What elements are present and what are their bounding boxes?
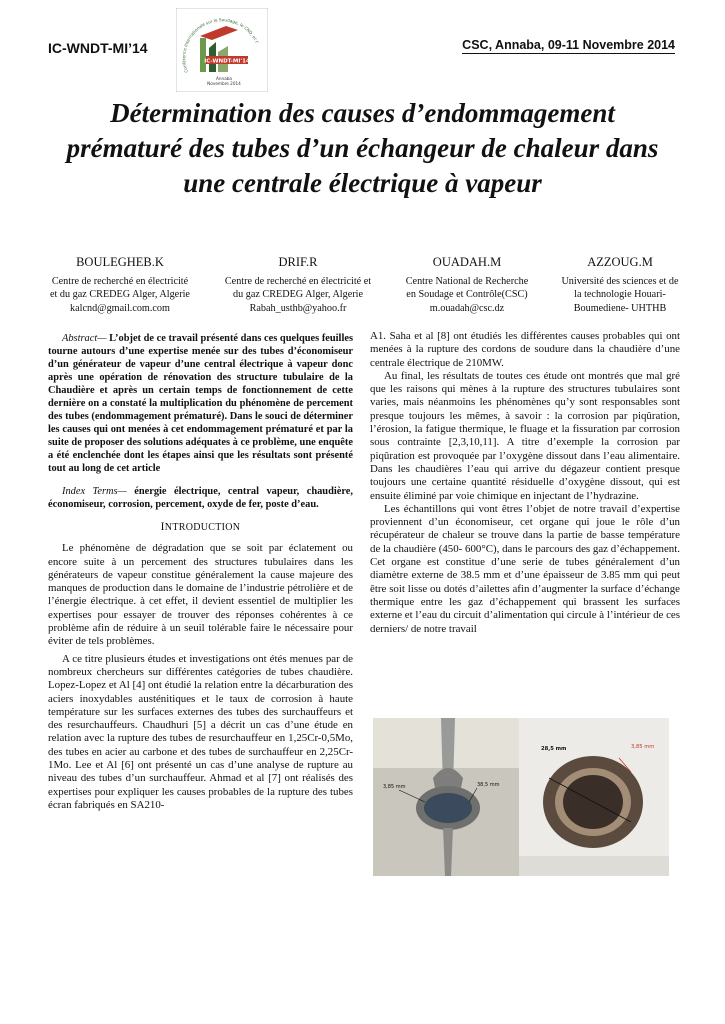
author-name: OUADAH.M bbox=[432, 255, 502, 269]
title-line-3: une centrale électrique à vapeur bbox=[183, 168, 542, 198]
author-affiliation: en Soudage et Contrôle(CSC) bbox=[406, 289, 528, 300]
paper-title bbox=[40, 96, 685, 201]
dimension-label: 3,85 mm bbox=[383, 784, 406, 790]
tube-sample-photo-1 bbox=[373, 718, 523, 876]
dimension-label: 28,5 mm bbox=[541, 746, 567, 752]
dimension-label: 38,5 mm bbox=[477, 782, 500, 788]
author-name: BOULEGHEB.K bbox=[76, 255, 164, 269]
author-block bbox=[40, 256, 200, 315]
abstract bbox=[48, 332, 353, 475]
author-block bbox=[210, 256, 386, 315]
left-column bbox=[48, 332, 353, 812]
author-name: AZZOUG.M bbox=[587, 255, 653, 269]
logo-text: IC-WNDT-MI'14 bbox=[204, 58, 250, 65]
index-terms-label: Index Terms— bbox=[62, 486, 127, 497]
author-name: DRIF.R bbox=[278, 255, 318, 269]
author-affiliation: Centre National de Recherche bbox=[405, 275, 529, 287]
paragraph: A1. Saha et al [8] ont étudiés les différentes causes probables qui ont menées à la rupture des cordons de soudure dans la chaudière d’une centrale électrique de 210MW. bbox=[370, 330, 680, 369]
logo-place: Annaba bbox=[216, 76, 232, 81]
author-block bbox=[550, 256, 690, 315]
index-terms bbox=[48, 485, 353, 511]
author-affiliation: la technologie Houari- bbox=[574, 289, 666, 300]
conference-place-date: CSC, Annaba, 09-11 Novembre 2014 bbox=[462, 38, 675, 52]
title-line-2: prématuré des tubes d’un échangeur de chaleur dans bbox=[66, 133, 659, 163]
author-email: Rabah_usthb@yahoo.fr bbox=[249, 302, 347, 314]
index-terms-text: énergie électrique, central vapeur, chaudière, économiseur, corrosion, percement, oxyde de fer, poste d’eau. bbox=[48, 486, 353, 510]
author-affiliation: Boumediene- UHTHB bbox=[573, 302, 667, 314]
author-affiliation: Centre de recherché en électricité et bbox=[224, 275, 372, 287]
conference-acronym: IC-WNDT-MI’14 bbox=[48, 40, 148, 56]
paragraph: Le phénomène de dégradation que se soit par éclatement ou encore suite à un percement des structures tubulaires dans les générateurs de vapeur constitue généralement la cause majeure des manques de production dans le domaine de l’industrie pétrolière et de l’énergie électrique. à cet effet, il devient essentiel de multiplier les expertises pour essayer de trouver des réponses cohérentes à ce problème afin de réduire à un seuil tolérable faire le nécessaire pour éviter de tels problèmes. bbox=[48, 542, 353, 648]
abstract-text: L’objet de ce travail présenté dans ces quelques feuilles tourne autours d’une expertise menée sur des tubes d’économiseur d’un générateur de vapeur d’une central électrique à vapeur donc après une opération de rénovation des structure tubulaire de la Chaudière et après un certain temps de fonctionnement de cette dernière on a constaté la multiplication du phénomène de percement des tubes (endommagement prématuré). Dans le souci de déterminer les causes qui ont menées à cet endommagement prématuré et par la suite de proposer des solutions adéquates à ce problème, une enquête a été enclenchée dont les étapes ainsi que les résultats sont présenté tout au long de cet article bbox=[48, 333, 353, 474]
author-affiliation: Centre de recherché en électricité bbox=[51, 275, 189, 287]
author-email: kalcnd@gmail.com.com bbox=[70, 302, 170, 314]
logo-date: Novembre 2014 bbox=[207, 81, 241, 86]
author-block bbox=[390, 256, 544, 315]
logo-arc-text: Conférence Internationale sur le Soudage, le CND, et l' bbox=[181, 17, 260, 74]
author-affiliation: du gaz CREDEG Alger, Algerie bbox=[232, 289, 364, 300]
right-column bbox=[370, 330, 680, 636]
paragraph: Les échantillons qui vont êtres l’objet de notre travail d’expertise proviennent d’un économiseur, cet organe qui joue le rôle d’un récupérateur de chaleur se trouve dans la partie de basse température de la chaudière (450- 600°C), dans le parcours des gaz d’échappement. Cet organe est constitue d’une serie de tubes généralement d’un diamètre externe de 38.5 mm et d’une épaisseur de 3.85 mm qui peut être soit lisse ou dotés d’ailettes afin d’augmenter la surface d’échange thermique entre les gaz d’échappement qui brassent les surfaces externe et l’eau du circuit d’alimentation qui circule à l’intérieur de ces derniers/ de notre travail bbox=[370, 502, 680, 635]
tube-sample-photo-2 bbox=[519, 718, 669, 876]
abstract-label: Abstract— bbox=[62, 333, 107, 344]
paragraph: A ce titre plusieurs études et investigations ont étés menues par de nombreux chercheurs sur différentes catégories de tubes chaudière. Lopez-Lopez et Al [4] ont étudié la relation entre la décarburation des aciers inoxydables austénitiques et le taux de corrosion à haute température sur les surfaces externes des tubes des surchauffeurs et des resurchauffeurs. Chaudhuri [5] a décrit un cas d’une étude en relation avec la rupture des tubes de resurchauffeur en 1,25Cr-0,5Mo, des tubes en acier au carbone et des tubes de surchauffeur en 2,25Cr-1Mo. Lee et Al [6] ont présenté un cas d’une analyse de rupture au niveau des tubes d’un surchauffeur. Ahmad et al [7] ont réalisés des expertises pour expliquer les causes probables de la rupture des tubes écran fabriqués en SA210- bbox=[48, 652, 353, 811]
author-email: m.ouadah@csc.dz bbox=[429, 302, 505, 314]
author-affiliation: Université des sciences et de bbox=[561, 275, 679, 287]
conference-logo bbox=[176, 8, 268, 92]
dimension-label: 3,85 mm bbox=[631, 744, 655, 750]
paragraph: Au final, les résultats de toutes ces étude ont montrés que mal gré que les raisons qui mènes à la rupture des structures tubulaires sont varies, mais néanmoins les phénomènes qu’y sont responsables sont presque toujours les mêmes, à savoir : la corrosion par piqûration, l’érosion, la fatigue thermique, le fluage et la fissuration par corrosion sous contrainte [2,3,10,11]. A titre d’exemple la corrosion par piqûration est provoquée par l’oxygène dissout dans l’eau alimentaire. Dans les chaudières l’eau qui arrive du dégazeur contient presque toujours une certaine quantité résiduelle d’oxygène dissout, qui est ensuite éliminé par voie chimique en injectant de l’hydrazine. bbox=[370, 369, 680, 502]
title-line-1: Détermination des causes d’endommagement bbox=[110, 98, 615, 128]
author-affiliation: et du gaz CREDEG Alger, Algerie bbox=[50, 289, 190, 300]
section-heading-introduction: INTRODUCTION bbox=[160, 521, 241, 533]
